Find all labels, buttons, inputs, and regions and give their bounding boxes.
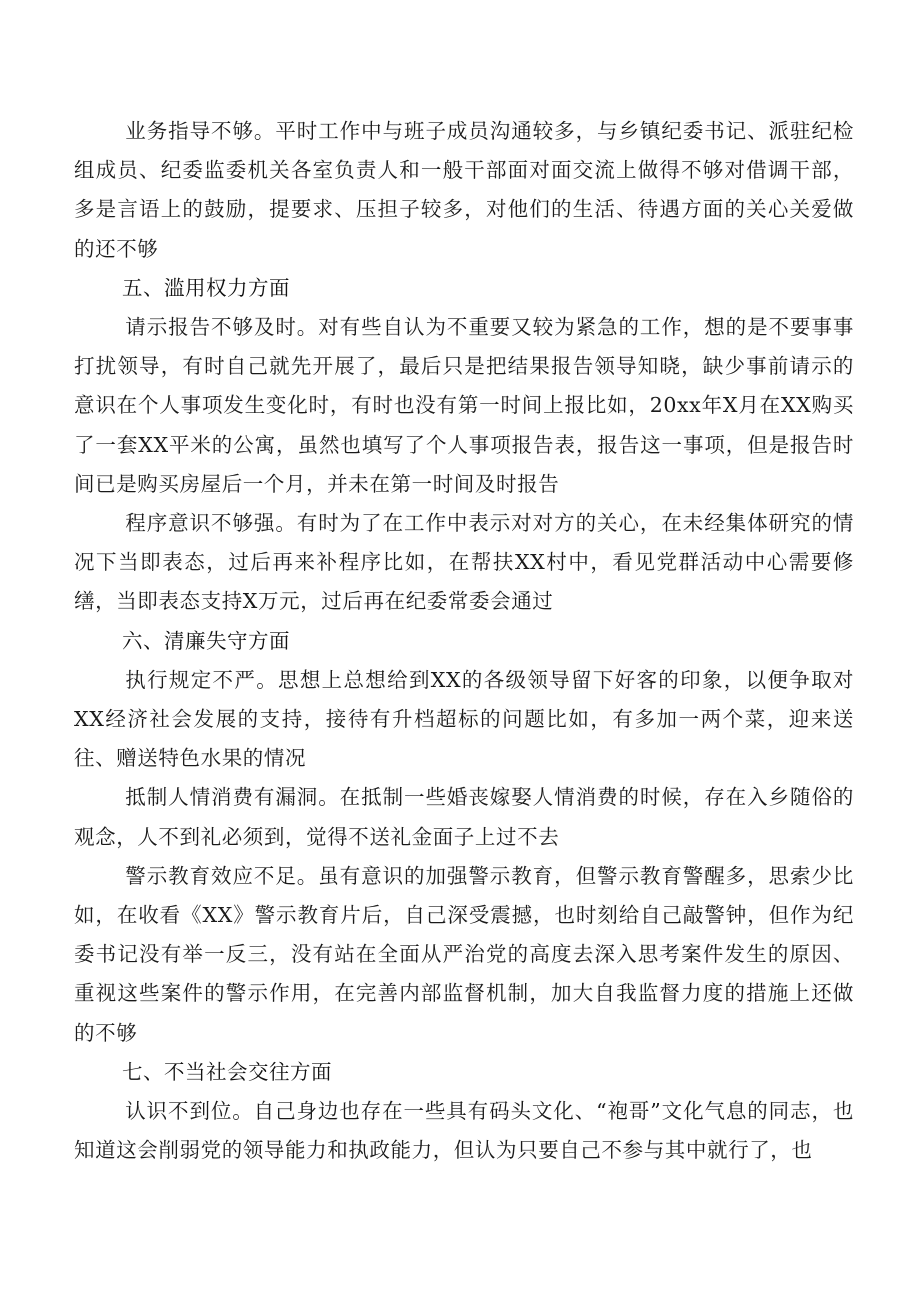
paragraph-warning-education: 警示教育效应不足。虽有意识的加强警示教育，但警示教育警醒多，思索少比如，在收看《XX》警示教育片后，自己深受震撼，也时刻给自己敲警钟，但作为纪委书记没有举一反三，没有站在全面从严治党的高度去深入思考案件发生的原因、重视这些案件的警示作用，在完善内部监督机制，加大自我监督力度的措施上还做的不够 xyxy=(74,863,854,1045)
paragraph-reporting: 请示报告不够及时。对有些自认为不重要又较为紧急的工作，想的是不要事事打扰领导，有时自己就先开展了，最后只是把结果报告领导知晓，缺少事前请示的意识在个人事项发生变化时，有时也没有第一时间上报比如，20xx年X月在XX购买了一套XX平米的公寓，虽然也填写了个人事项报告表，报告这一事项，但是报告时间已是购买房屋后一个月，并未在第一时间及时报告 xyxy=(74,315,854,496)
paragraph-gift-consumption: 抵制人情消费有漏洞。在抵制一些婚丧嫁娶人情消费的时候，存在入乡随俗的观念，人不到礼必须到，觉得不送礼金面子上过不去 xyxy=(74,785,854,849)
paragraph-procedure: 程序意识不够强。有时为了在工作中表示对对方的关心，在未经集体研究的情况下当即表态，过后再来补程序比如，在帮扶XX村中，看见党群活动中心需要修缮，当即表态支持X万元，过后再在纪委常委会通过 xyxy=(74,511,854,614)
paragraph-awareness: 认识不到位。自己身边也存在一些具有码头文化、“袍哥”文化气息的同志，也知道这会削弱党的领导能力和执政能力，但认为只要自己不参与其中就行了，也 xyxy=(74,1099,854,1163)
section-heading-5: 五、滥用权力方面 xyxy=(122,275,290,300)
section-heading-6: 六、清廉失守方面 xyxy=(122,628,290,653)
paragraph-regulations: 执行规定不严。思想上总想给到XX的各级领导留下好客的印象，以便争取对XX经济社会发展的支持，接待有升档超标的问题比如，有多加一两个菜，迎来送往、赠送特色水果的情况 xyxy=(74,667,854,771)
section-heading-7: 七、不当社会交往方面 xyxy=(122,1059,332,1084)
paragraph-business-guidance: 业务指导不够。平时工作中与班子成员沟通较多，与乡镇纪委书记、派驻纪检组成员、纪委监委机关各室负责人和一般干部面对面交流上做得不够对借调干部，多是言语上的鼓励，提要求、压担子较多，对他们的生活、待遇方面的关心关爱做的还不够 xyxy=(74,119,854,261)
